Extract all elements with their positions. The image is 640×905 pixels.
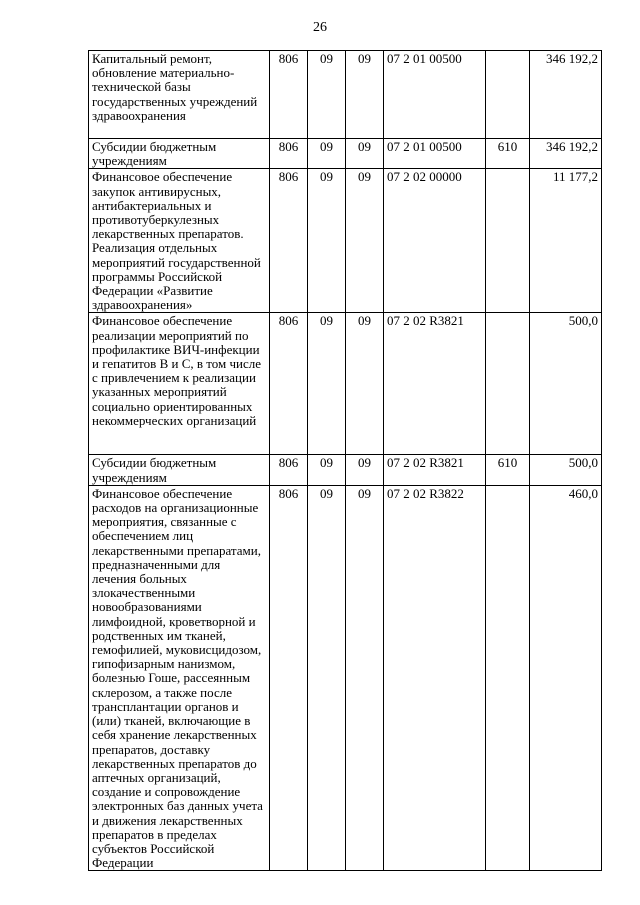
subsection-code: 09 — [346, 139, 384, 169]
section-code: 09 — [308, 485, 346, 870]
amount: 500,0 — [530, 455, 602, 485]
row-description: Капитальный ремонт, обновление материально-технической базы государственных учреждений здравоохранения — [89, 51, 270, 139]
amount: 500,0 — [530, 313, 602, 455]
amount: 11 177,2 — [530, 169, 602, 313]
expense-type-code: 610 — [486, 139, 530, 169]
subsection-code: 09 — [346, 51, 384, 139]
table-row — [89, 455, 602, 485]
table-row — [89, 485, 602, 870]
ministry-code: 806 — [270, 455, 308, 485]
section-code: 09 — [308, 139, 346, 169]
row-description: Финансовое обеспечение расходов на организационные мероприятия, связанные с обеспечением лиц лекарственными препаратами, предназначенными для лечения больных злокачественными новообразованиями лимфоидной, кроветворной и родственных им тканей, гемофилией, муковисцидозом, гипофизарным нанизмом, болезнью Гоше, рассеянным склерозом, а также после трансплантации органов и (или) тканей, включающие в себя хранение лекарственных препаратов, доставку лекарственных препаратов до аптечных организаций, создание и сопровождение электронных баз данных учета и движения лекарственных препаратов в пределах субъектов Российской Федерации — [89, 485, 270, 870]
table-row — [89, 169, 602, 313]
ministry-code: 806 — [270, 51, 308, 139]
amount: 460,0 — [530, 485, 602, 870]
target-article-code: 07 2 01 00500 — [384, 51, 486, 139]
expense-type-code — [486, 51, 530, 139]
row-description: Финансовое обеспечение закупок антивирусных, антибактериальных и противотуберкулезных лекарственных препаратов. Реализация отдельных мероприятий государственной программы Российской Федерации «Развитие здравоохранения» — [89, 169, 270, 313]
target-article-code: 07 2 02 R3822 — [384, 485, 486, 870]
section-code: 09 — [308, 51, 346, 139]
ministry-code: 806 — [270, 139, 308, 169]
amount: 346 192,2 — [530, 139, 602, 169]
section-code: 09 — [308, 313, 346, 455]
subsection-code: 09 — [346, 485, 384, 870]
target-article-code: 07 2 02 R3821 — [384, 313, 486, 455]
table-row — [89, 313, 602, 455]
page-number: 26 — [313, 20, 327, 35]
table-row — [89, 51, 602, 139]
expense-type-code — [486, 313, 530, 455]
row-description: Субсидии бюджетным учреждениям — [89, 139, 270, 169]
subsection-code: 09 — [346, 455, 384, 485]
ministry-code: 806 — [270, 313, 308, 455]
expense-type-code: 610 — [486, 455, 530, 485]
ministry-code: 806 — [270, 169, 308, 313]
subsection-code: 09 — [346, 313, 384, 455]
section-code: 09 — [308, 169, 346, 313]
table-row — [89, 139, 602, 169]
ministry-code: 806 — [270, 485, 308, 870]
section-code: 09 — [308, 455, 346, 485]
expense-type-code — [486, 485, 530, 870]
row-description: Финансовое обеспечение реализации мероприятий по профилактике ВИЧ-инфекции и гепатитов В и С, в том числе с привлечением к реализации указанных мероприятий социально ориентированных некоммерческих организаций — [89, 313, 270, 455]
budget-table — [88, 50, 602, 871]
expense-type-code — [486, 169, 530, 313]
target-article-code: 07 2 01 00500 — [384, 139, 486, 169]
row-description: Субсидии бюджетным учреждениям — [89, 455, 270, 485]
amount: 346 192,2 — [530, 51, 602, 139]
target-article-code: 07 2 02 00000 — [384, 169, 486, 313]
target-article-code: 07 2 02 R3821 — [384, 455, 486, 485]
subsection-code: 09 — [346, 169, 384, 313]
